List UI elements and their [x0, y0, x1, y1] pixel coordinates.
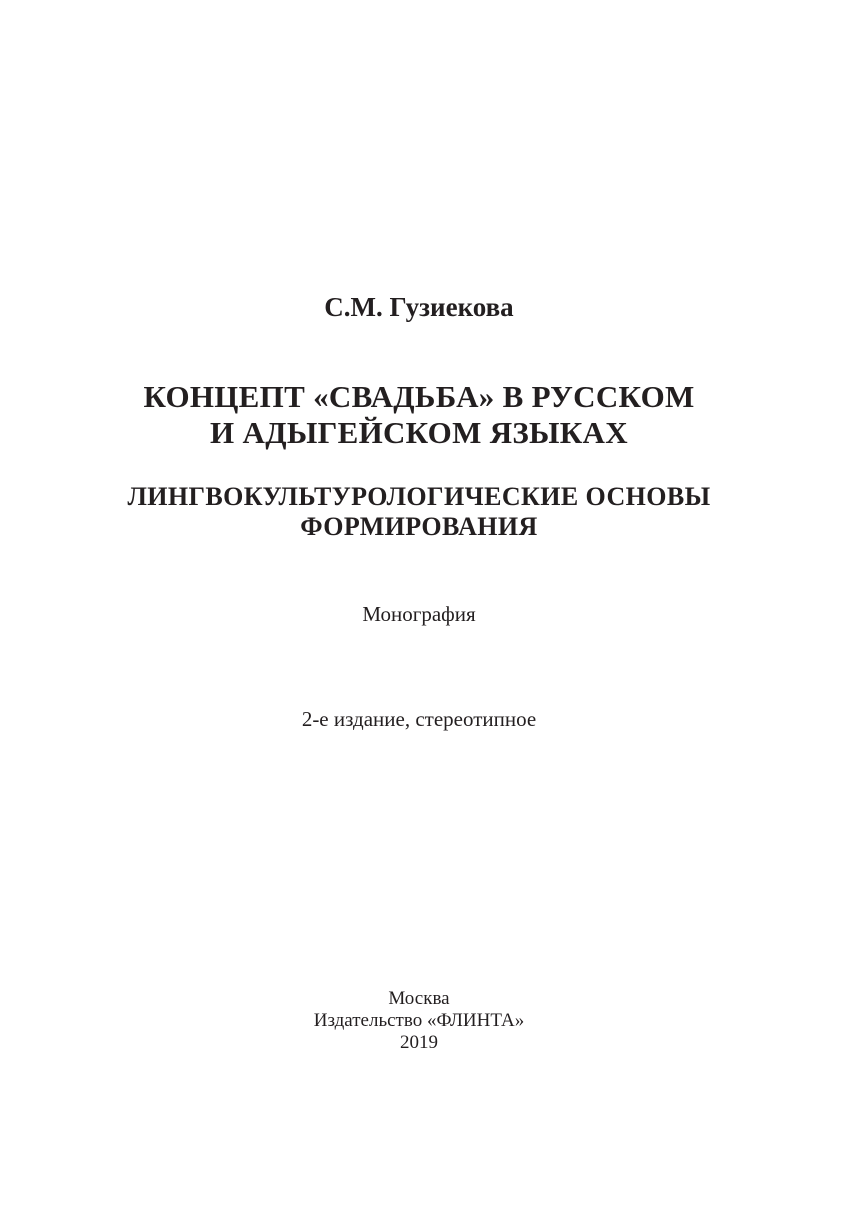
genre-label: Монография: [362, 602, 476, 626]
imprint-year: 2019: [400, 1032, 438, 1053]
imprint: [0, 988, 838, 1054]
book-title: [0, 379, 838, 451]
imprint-city: Москва: [388, 988, 450, 1009]
book-subtitle-line-1: ЛИНГВОКУЛЬТУРОЛОГИЧЕСКИЕ ОСНОВЫ: [127, 482, 711, 511]
imprint-publisher: Издательство «ФЛИНТА»: [313, 1010, 525, 1031]
book-title-line-1: КОНЦЕПТ «СВАДЬБА» В РУССКОМ: [143, 379, 695, 414]
edition-label: 2-е издание, стереотипное: [301, 707, 537, 731]
book-subtitle-line-2: ФОРМИРОВАНИЯ: [300, 512, 538, 541]
book-title-line-2: И АДЫГЕЙСКОМ ЯЗЫКАХ: [210, 415, 628, 450]
author-name: С.М. Гузиекова: [324, 292, 514, 322]
book-subtitle: [0, 482, 838, 542]
